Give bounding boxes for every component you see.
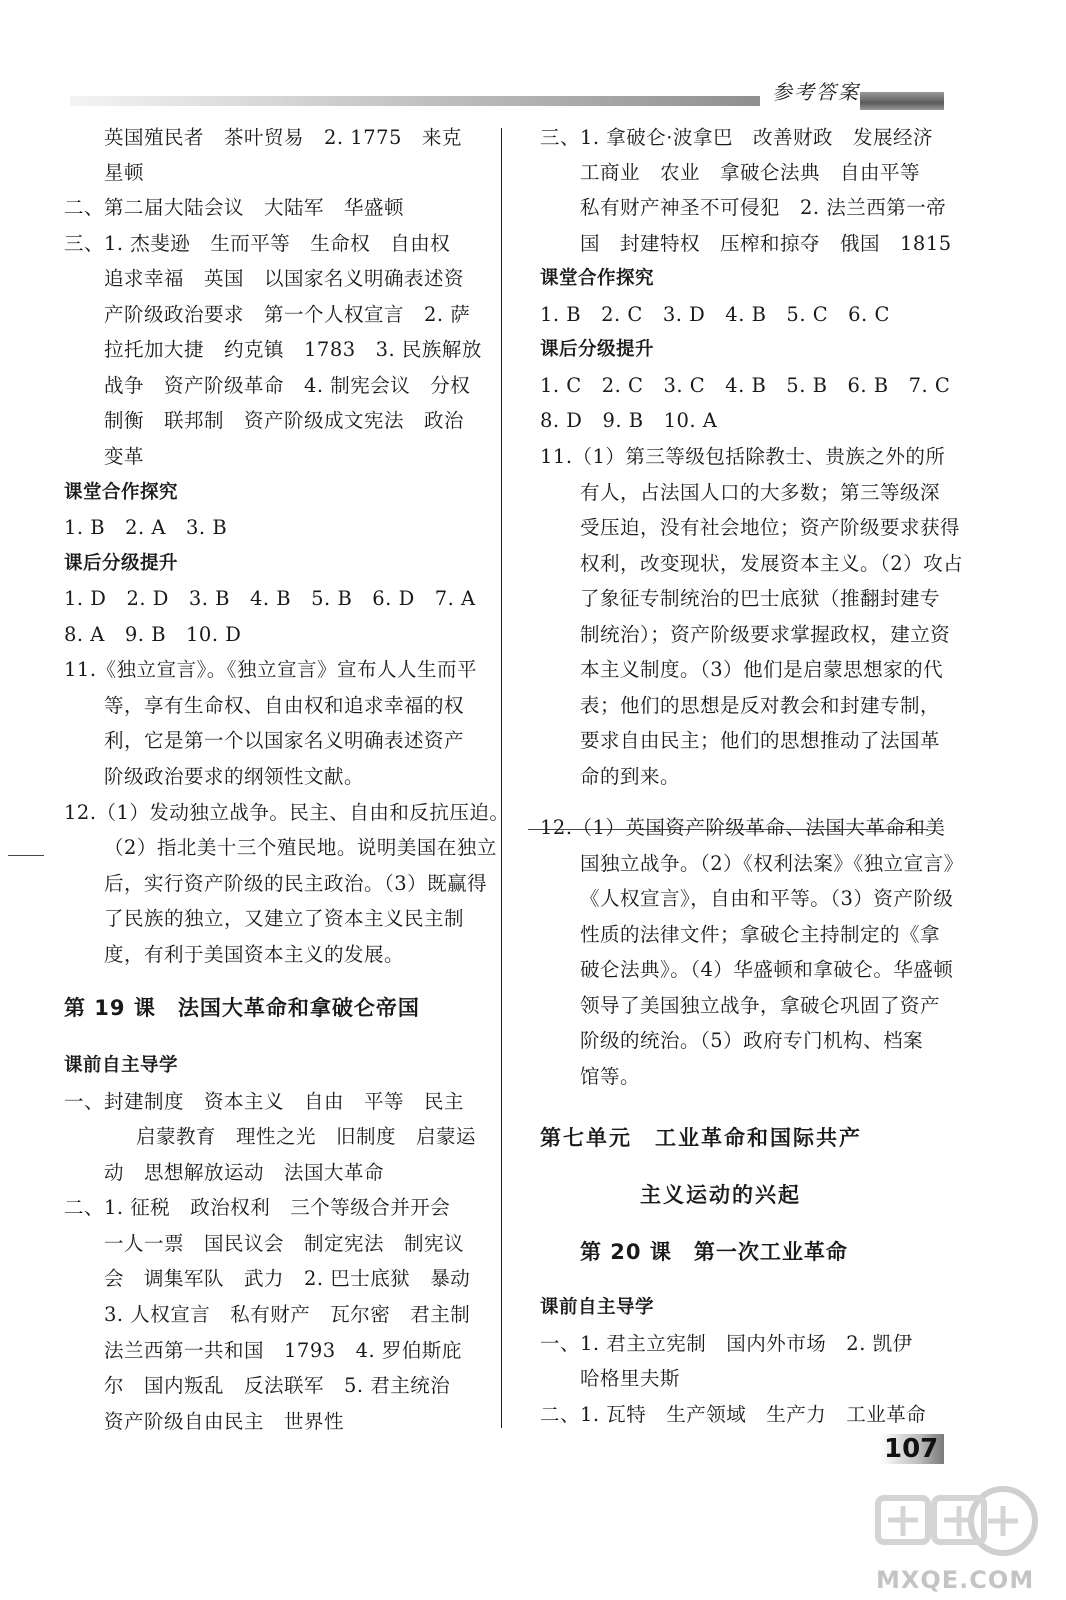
answer-line: 1. D 2. D 3. B 4. B 5. B 6. D 7. A	[64, 587, 476, 610]
answer-line: 战争 资产阶级革命 4. 制宪会议 分权	[104, 374, 471, 397]
answer-line: 度，有利于美国资本主义的发展。	[104, 943, 405, 966]
answer-line: 星顿	[104, 161, 145, 184]
answer-line: 一人一票 国民议会 制定宪法 制宪议	[104, 1232, 465, 1255]
answer-line: 私有财产神圣不可侵犯 2. 法兰西第一帝	[580, 196, 947, 219]
header-title: 参考答案	[772, 80, 860, 104]
answer-line: 哈格里夫斯	[580, 1367, 681, 1390]
answer-line: 一、1. 君主立宪制 国内外市场 2. 凯伊	[540, 1332, 913, 1355]
answer-line: 二、第二届大陆会议 大陆军 华盛顿	[64, 196, 405, 219]
answer-line: 1. C 2. C 3. C 4. B 5. B 6. B 7. C	[540, 374, 951, 397]
answer-line: 追求幸福 英国 以国家名义明确表述资	[104, 267, 465, 290]
answer-line: 产阶级政治要求 第一个人权宣言 2. 萨	[104, 303, 471, 326]
answer-line: 有人，占法国人口的大多数；第三等级深	[580, 481, 941, 504]
watermark-text: MXQE.COM	[876, 1566, 1035, 1594]
answer-line: 三、1. 杰斐逊 生而平等 生命权 自由权	[64, 232, 451, 255]
answer-line: 一、封建制度 资本主义 自由 平等 民主	[64, 1090, 465, 1113]
lesson-title: 第 20 课 第一次工业革命	[580, 1240, 848, 1264]
answer-line: 国 封建特权 压榨和掠夺 俄国 1815	[580, 232, 952, 255]
answer-line: 了象征专制统治的巴士底狱（推翻封建专	[580, 587, 941, 610]
answer-line: 阶级的统治。（5）政府专门机构、档案	[580, 1029, 924, 1052]
answer-line: 国独立战争。（2）《权利法案》《独立宣言》	[580, 852, 964, 875]
answer-line: 动 思想解放运动 法国大革命	[104, 1161, 385, 1184]
answer-line: 12.（1）英国资产阶级革命、法国大革命和美	[540, 816, 946, 839]
section-heading: 课堂合作探究	[64, 482, 179, 503]
answer-line: 性质的法律文件；拿破仑主持制定的《拿	[580, 923, 941, 946]
answer-line: 11.《独立宣言》。《独立宣言》宣布人人生而平	[64, 658, 478, 681]
answer-line: 受压迫，没有社会地位；资产阶级要求获得	[580, 516, 961, 539]
answer-line: 启蒙教育 理性之光 旧制度 启蒙运	[136, 1125, 477, 1148]
answer-line: 馆等。	[580, 1065, 641, 1088]
answer-line: 利，它是第一个以国家名义明确表述资产	[104, 729, 465, 752]
header-rule	[70, 96, 760, 106]
answer-line: 3. 人权宣言 私有财产 瓦尔密 君主制	[104, 1303, 471, 1326]
answer-line: 会 调集军队 武力 2. 巴士底狱 暴动	[104, 1267, 471, 1290]
answer-line: 资产阶级自由民主 世界性	[104, 1410, 345, 1433]
header-rule-right	[860, 92, 944, 110]
page-number: 107	[880, 1434, 944, 1464]
answer-line: 命的到来。	[580, 765, 681, 788]
answer-line: 本主义制度。（3）他们是启蒙思想家的代	[580, 658, 944, 681]
answer-line: 变革	[104, 445, 145, 468]
answer-line: 尔 国内叛乱 反法联军 5. 君主统治	[104, 1374, 451, 1397]
answer-line: 表；他们的思想是反对教会和封建专制，	[580, 694, 941, 717]
answer-line: 12.（1）发动独立战争。民主、自由和反抗压迫。	[64, 801, 510, 824]
answer-line: 权利，改变现状，发展资本主义。（2）攻占	[580, 552, 964, 575]
answer-line: 制衡 联邦制 资产阶级成文宪法 政治	[104, 409, 465, 432]
answer-line: 11.（1）第三等级包括除教士、贵族之外的所	[540, 445, 946, 468]
column-divider	[501, 128, 502, 1428]
section-heading: 课前自主导学	[540, 1297, 655, 1318]
section-heading: 课前自主导学	[64, 1055, 179, 1076]
answer-line: 制统治）；资产阶级要求掌握政权，建立资	[580, 623, 951, 646]
answer-line: 法兰西第一共和国 1793 4. 罗伯斯庇	[104, 1339, 462, 1362]
answer-line: （2）指北美十三个殖民地。说明美国在独立	[104, 836, 497, 859]
unit-title: 主义运动的兴起	[640, 1183, 801, 1207]
answer-line: 三、1. 拿破仑·波拿巴 改善财政 发展经济	[540, 126, 934, 149]
answer-line: 《人权宣言》，自由和平等。（3）资产阶级	[580, 887, 954, 910]
answer-line: 拉托加大捷 约克镇 1783 3. 民族解放	[104, 338, 482, 361]
answer-line: 英国殖民者 茶叶贸易 2. 1775 来克	[104, 126, 462, 149]
answer-line: 要求自由民主；他们的思想推动了法国革	[580, 729, 941, 752]
answer-line: 了民族的独立，又建立了资本主义民主制	[104, 907, 465, 930]
answer-line: 8. D 9. B 10. A	[540, 409, 718, 432]
answer-line: 领导了美国独立战争，拿破仑巩固了资产	[580, 994, 941, 1017]
answer-line: 二、1. 瓦特 生产领域 生产力 工业革命	[540, 1403, 927, 1426]
answer-line: 8. A 9. B 10. D	[64, 623, 242, 646]
answer-line: 破仑法典》。（4）华盛顿和拿破仑。华盛顿	[580, 958, 954, 981]
lesson-title: 第 19 课 法国大革命和拿破仑帝国	[64, 996, 420, 1020]
answer-line: 等，享有生命权、自由权和追求幸福的权	[104, 694, 465, 717]
section-heading: 课后分级提升	[64, 553, 179, 574]
answer-line: 二、1. 征税 政治权利 三个等级合并开会	[64, 1196, 451, 1219]
answer-line: 工商业 农业 拿破仑法典 自由平等	[580, 161, 921, 184]
answer-line: 1. B 2. C 3. D 4. B 5. C 6. C	[540, 303, 890, 326]
watermark-logo-icon	[868, 1476, 1038, 1566]
answer-line: 阶级政治要求的纲领性文献。	[104, 765, 365, 788]
section-heading: 课堂合作探究	[540, 268, 655, 289]
margin-mark	[8, 855, 44, 856]
answer-line: 1. B 2. A 3. B	[64, 516, 228, 539]
answer-line: 后，实行资产阶级的民主政治。（3）既赢得	[104, 872, 488, 895]
section-heading: 课后分级提升	[540, 339, 655, 360]
unit-title: 第七单元 工业革命和国际共产	[540, 1126, 862, 1150]
